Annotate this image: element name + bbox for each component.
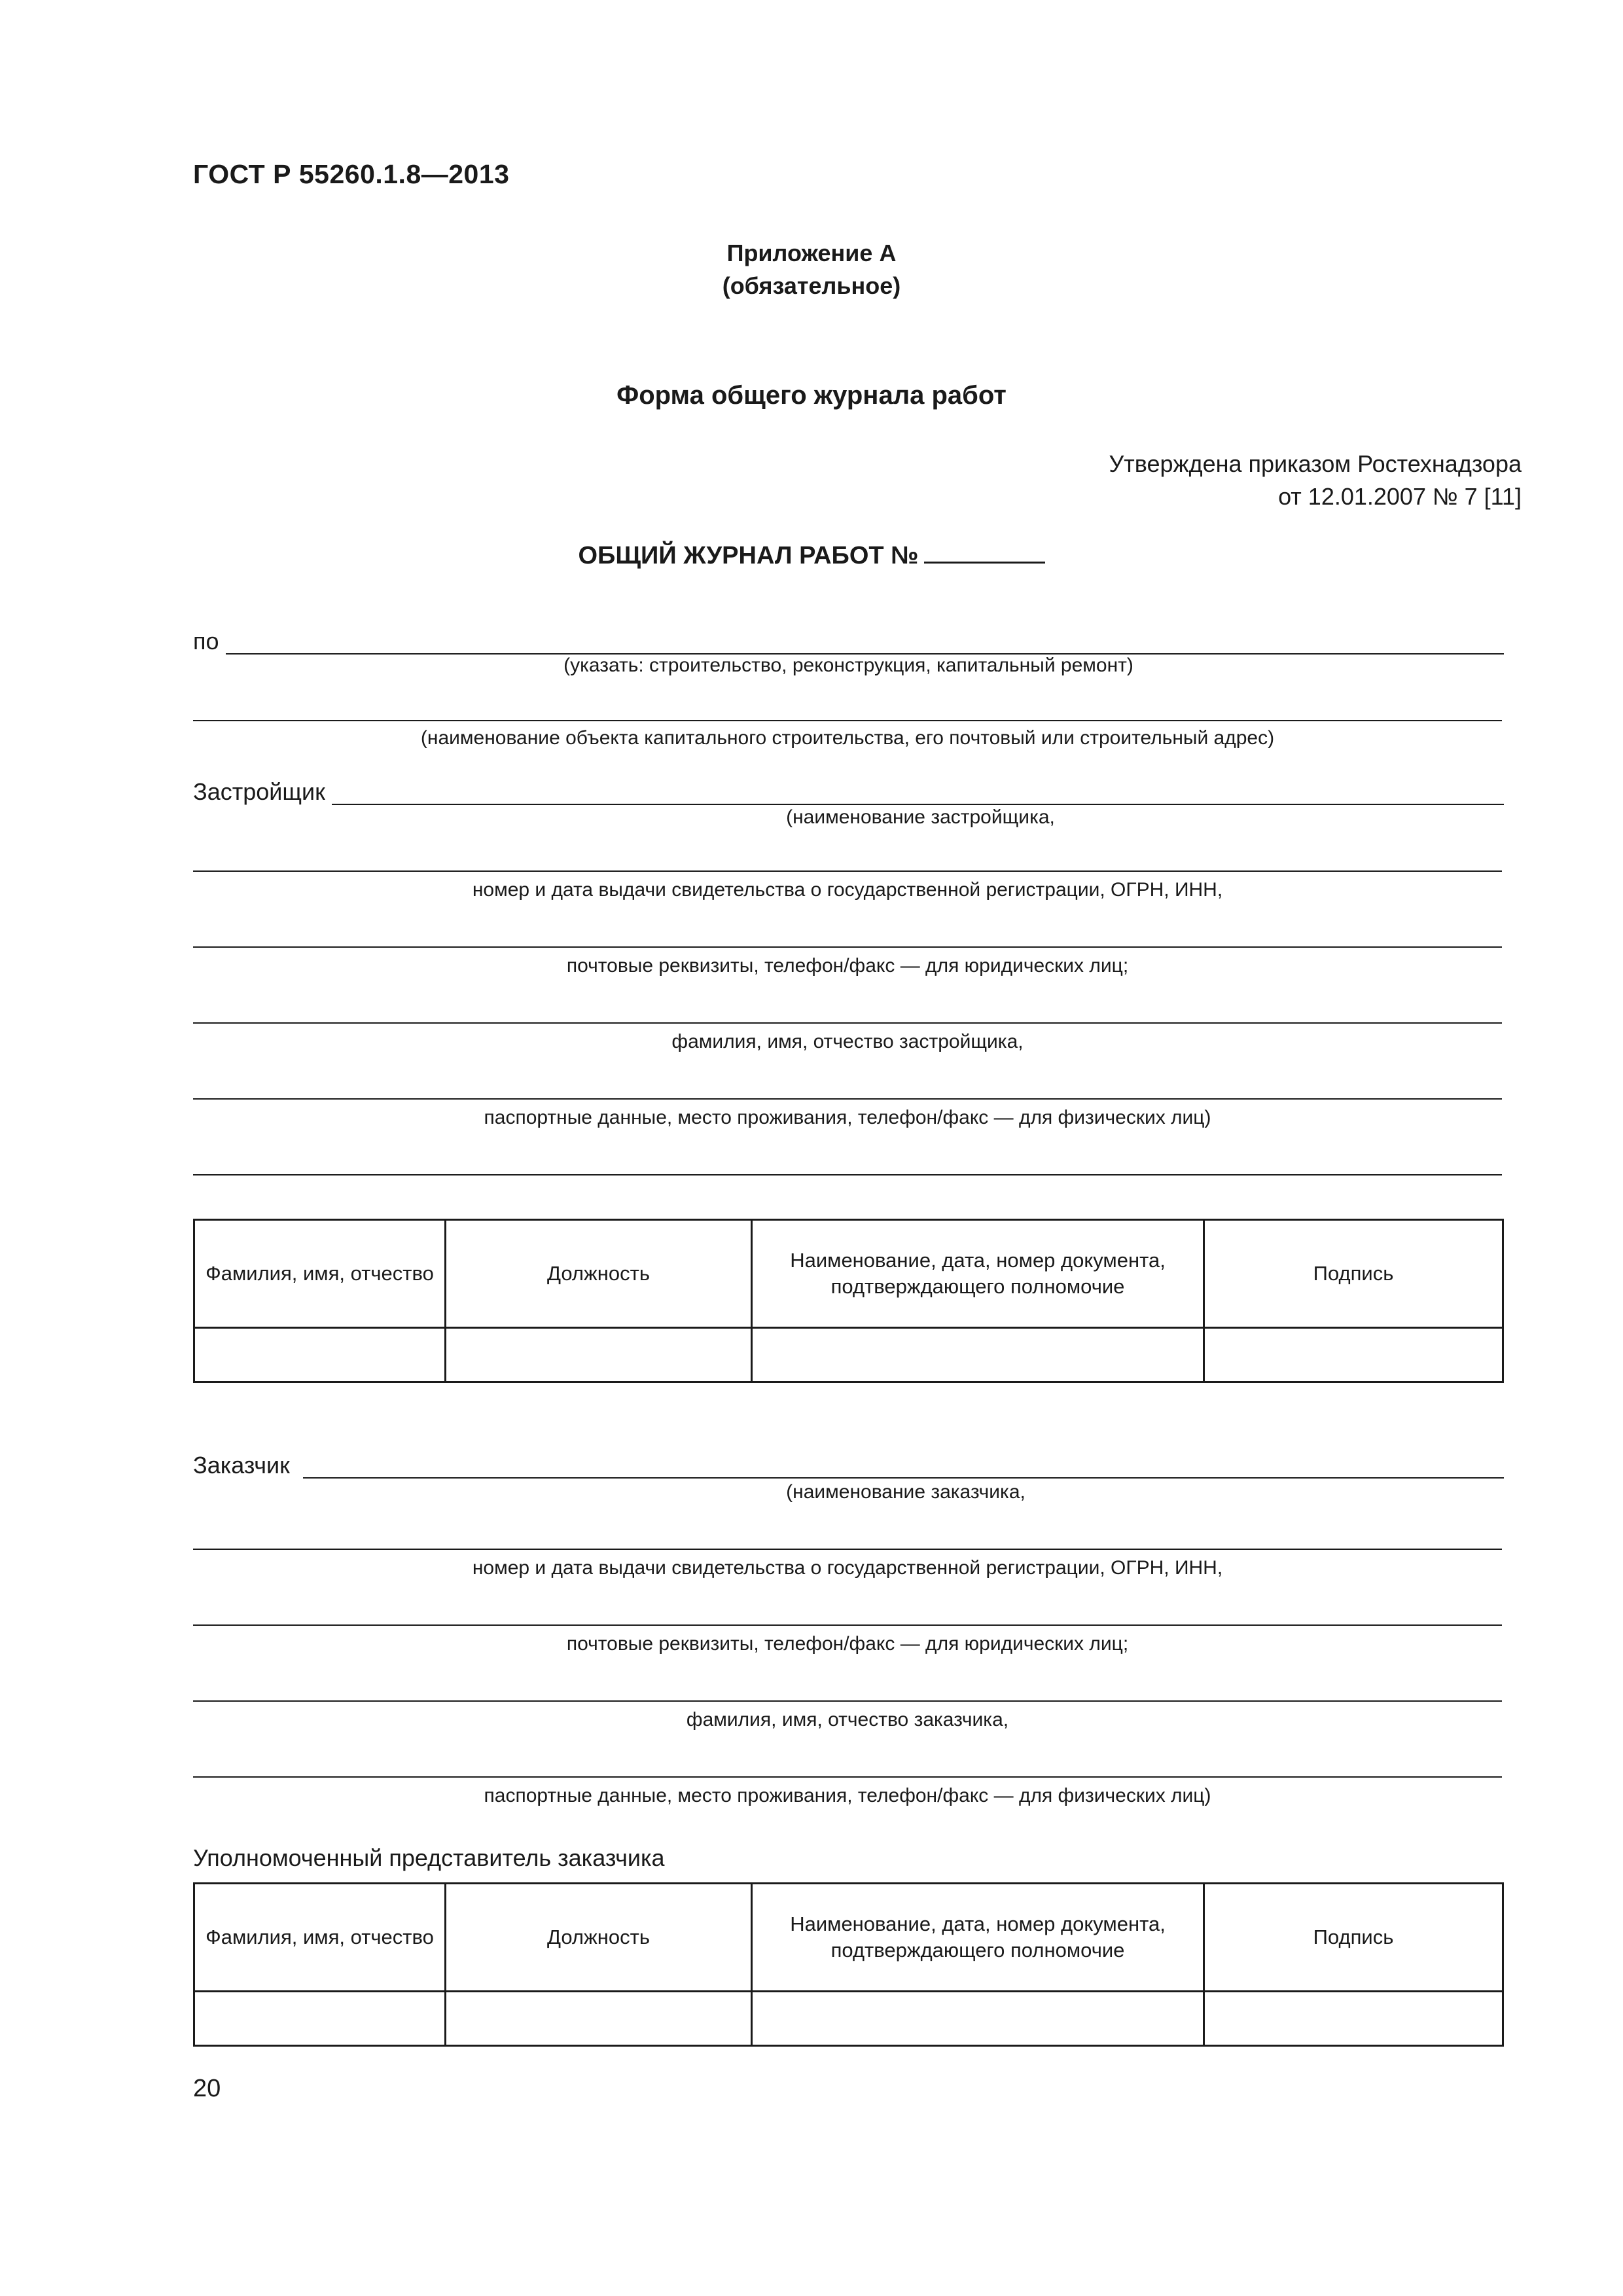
- customer-line-2[interactable]: [193, 1549, 1502, 1550]
- table-header-row: [194, 1220, 1503, 1328]
- header-signature: Подпись: [1204, 1220, 1503, 1328]
- appendix-title: Приложение А: [726, 240, 897, 266]
- table-row: [194, 1328, 1503, 1382]
- cell-document[interactable]: [752, 1328, 1204, 1382]
- customer-hint-3: почтовые реквизиты, телефон/факс — для юридических лиц;: [566, 1633, 1129, 1655]
- customer-label: Заказчик: [193, 1452, 290, 1479]
- journal-title-text: ОБЩИЙ ЖУРНАЛ РАБОТ №: [578, 542, 919, 569]
- developer-label: Застройщик: [193, 778, 325, 805]
- standard-designation: ГОСТ Р 55260.1.8—2013: [193, 159, 510, 189]
- cell-fio[interactable]: [194, 1328, 446, 1382]
- cell-fio[interactable]: [194, 1992, 446, 2046]
- form-title: Форма общего журнала работ: [616, 381, 1007, 410]
- cell-position[interactable]: [446, 1992, 752, 2046]
- customer-field: [193, 1451, 1504, 1479]
- header-fio: Фамилия, имя, отчество: [194, 1220, 446, 1328]
- developer-field: [193, 778, 1504, 805]
- table-row: [194, 1992, 1503, 2046]
- cell-signature[interactable]: [1204, 1992, 1503, 2046]
- cell-position[interactable]: [446, 1328, 752, 1382]
- object-name-hint: (наименование объекта капитального строительства, его почтовый или строительный адрес): [420, 727, 1275, 749]
- developer-line-3[interactable]: [193, 946, 1502, 948]
- customer-line-3[interactable]: [193, 1624, 1502, 1626]
- header-position: Должность: [446, 1220, 752, 1328]
- header-signature: Подпись: [1204, 1884, 1503, 1992]
- appendix-status: (обязательное): [722, 272, 901, 299]
- customer-hint-2: номер и дата выдачи свидетельства о государственной регистрации, ОГРН, ИНН,: [472, 1557, 1223, 1579]
- po-field: [193, 627, 1504, 655]
- cell-signature[interactable]: [1204, 1328, 1503, 1382]
- po-hint: (указать: строительство, реконструкция, капитальный ремонт): [563, 655, 1133, 676]
- approval-line-1: Утверждена приказом Ростехнадзора: [1109, 450, 1522, 477]
- customer-representative-label: Уполномоченный представитель заказчика: [193, 1844, 665, 1871]
- developer-hint-5: паспортные данные, место проживания, телефон/факс — для физических лиц): [484, 1107, 1211, 1128]
- developer-representatives-table: [193, 1219, 1504, 1383]
- developer-line-4[interactable]: [193, 1022, 1502, 1024]
- customer-line-5[interactable]: [193, 1776, 1502, 1778]
- developer-hint-2: номер и дата выдачи свидетельства о государственной регистрации, ОГРН, ИНН,: [472, 879, 1223, 901]
- developer-line[interactable]: [332, 778, 1504, 805]
- header-document: Наименование, дата, номер документа, подтверждающего полномочие: [752, 1220, 1204, 1328]
- approval-line-2: от 12.01.2007 № 7 [11]: [1278, 483, 1522, 510]
- header-document: Наименование, дата, номер документа, подтверждающего полномочие: [752, 1884, 1204, 1992]
- journal-title: [0, 538, 1623, 570]
- customer-representatives-table: [193, 1882, 1504, 2047]
- header-position: Должность: [446, 1884, 752, 1992]
- developer-hint-1: (наименование застройщика,: [786, 806, 1055, 828]
- object-name-line[interactable]: [193, 720, 1502, 721]
- journal-number-blank[interactable]: [924, 538, 1045, 564]
- developer-line-5[interactable]: [193, 1098, 1502, 1100]
- developer-hint-4: фамилия, имя, отчество застройщика,: [671, 1031, 1024, 1052]
- po-line[interactable]: [226, 627, 1504, 655]
- po-label: по: [193, 628, 219, 655]
- approval-note: [1109, 448, 1522, 513]
- table-header-row: [194, 1884, 1503, 1992]
- cell-document[interactable]: [752, 1992, 1204, 2046]
- customer-line[interactable]: [303, 1451, 1504, 1479]
- developer-line-6[interactable]: [193, 1174, 1502, 1175]
- header-fio: Фамилия, имя, отчество: [194, 1884, 446, 1992]
- appendix-heading: [0, 237, 1623, 302]
- customer-hint-4: фамилия, имя, отчество заказчика,: [686, 1709, 1009, 1731]
- customer-hint-1: (наименование заказчика,: [786, 1481, 1026, 1503]
- developer-hint-3: почтовые реквизиты, телефон/факс — для юридических лиц;: [566, 955, 1129, 977]
- customer-line-4[interactable]: [193, 1700, 1502, 1702]
- page-number: 20: [193, 2075, 221, 2102]
- developer-line-2[interactable]: [193, 870, 1502, 872]
- customer-hint-5: паспортные данные, место проживания, телефон/факс — для физических лиц): [484, 1785, 1211, 1806]
